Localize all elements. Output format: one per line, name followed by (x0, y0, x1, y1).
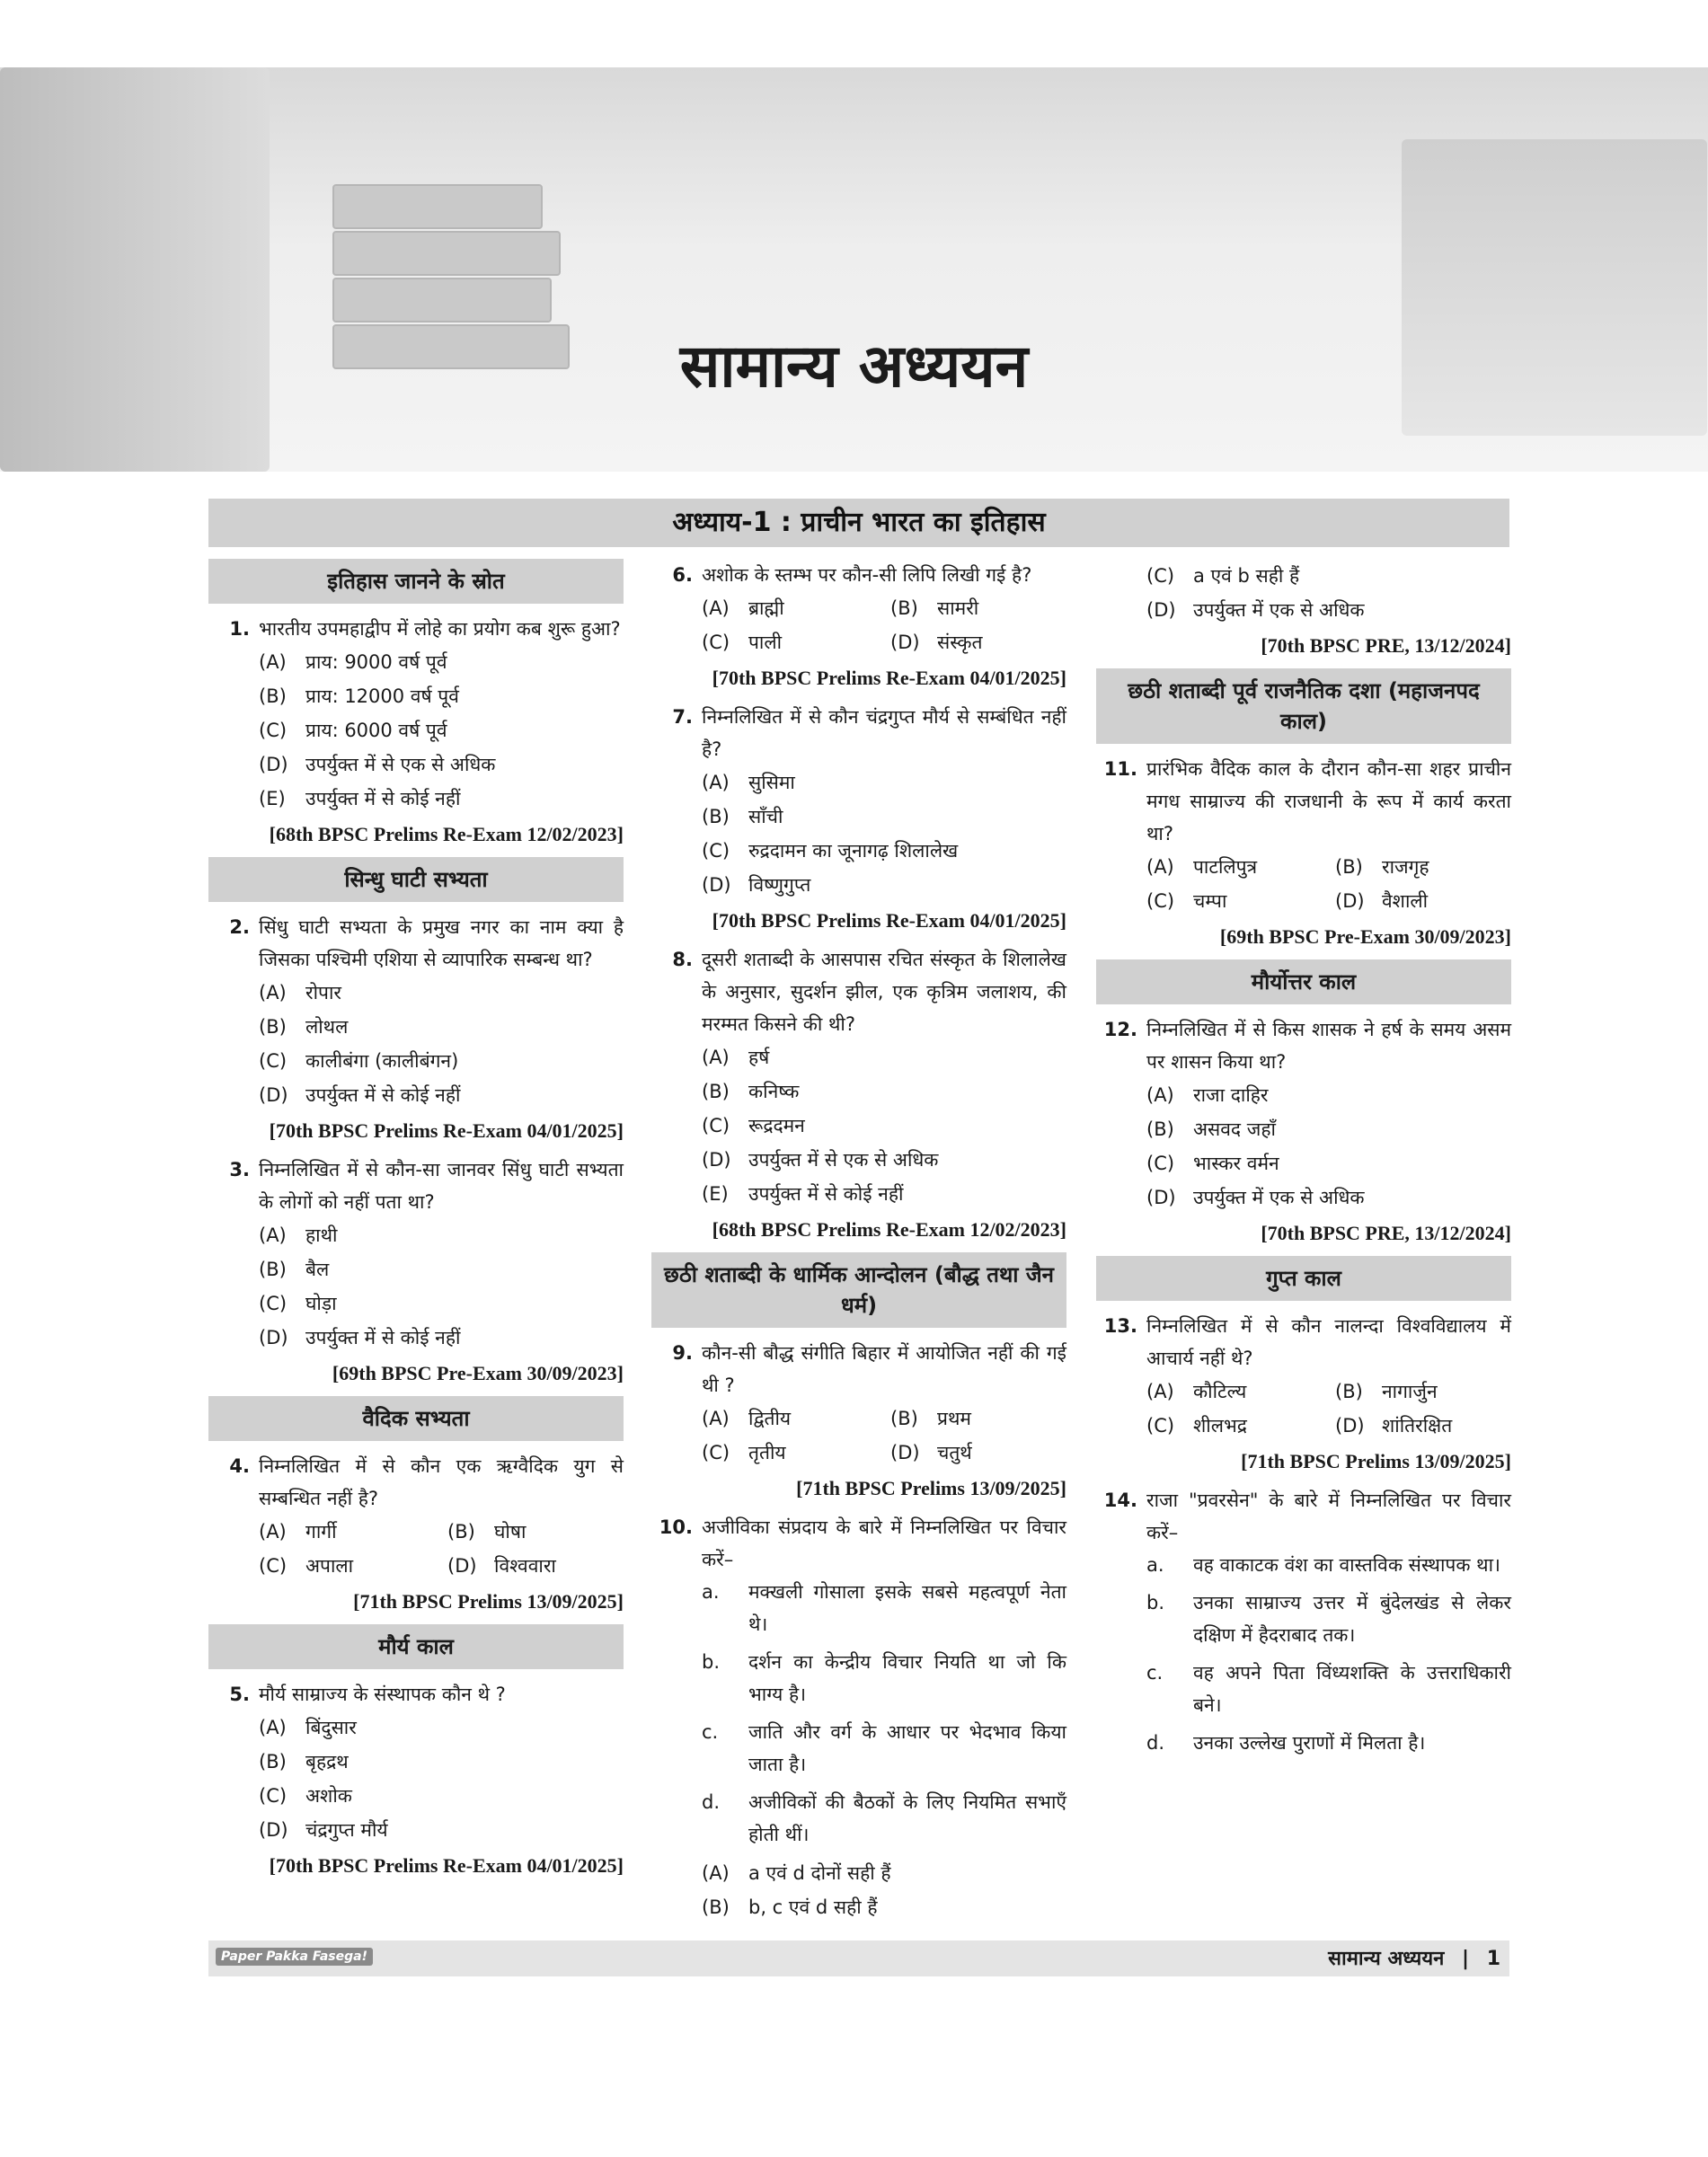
option-label: (C) (259, 1785, 288, 1807)
option (702, 1401, 890, 1436)
option-label: (E) (259, 788, 286, 809)
question (651, 701, 1066, 902)
option-label: (C) (259, 1293, 288, 1314)
option-text: संस्कृत (937, 632, 983, 653)
statement (1096, 1727, 1511, 1759)
option (702, 800, 1066, 834)
exam-source: [69th BPSC Pre-Exam 30/09/2023] (1219, 925, 1511, 948)
option-label: (A) (702, 597, 730, 619)
question-stem (208, 911, 624, 976)
option-text: राजगृह (1382, 856, 1429, 878)
option-label: (A) (702, 772, 730, 793)
section-heading: छठी शताब्दी पूर्व राजनैतिक दशा (महाजनपद काल) (1096, 668, 1511, 744)
question (1096, 1310, 1511, 1443)
section-heading: वैदिक सभ्यता (208, 1396, 624, 1441)
option (259, 1779, 624, 1813)
option-label: (A) (702, 1408, 730, 1429)
option-label: (C) (259, 1050, 288, 1072)
footer-separator: | (1461, 1948, 1470, 1970)
option-label: (C) (702, 840, 730, 862)
question-text: कौन-सी बौद्ध संगीति बिहार में आयोजित नहीं की गई थी ? (702, 1342, 1066, 1396)
question-text: निम्नलिखित में से कौन नालन्दा विश्वविद्यालय में आचार्य नहीं थे? (1146, 1315, 1511, 1369)
option-label: (B) (702, 1081, 730, 1102)
statement-label: c. (1146, 1662, 1164, 1684)
question-number: 6. (672, 564, 693, 586)
statement-text: मक्खली गोसाला इसके सबसे महत्वपूर्ण नेता थे। (748, 1581, 1066, 1635)
option-text: द्वितीय (748, 1408, 792, 1429)
option-text: हाथी (305, 1224, 338, 1246)
option-text: शीलभद्र (1193, 1415, 1247, 1437)
option (259, 1515, 447, 1549)
options-list (208, 1711, 624, 1847)
statement-text: वह अपने पिता विंध्यशक्ति के उत्तराधिकारी बने। (1193, 1662, 1511, 1716)
question-stem (651, 943, 1066, 1040)
option (702, 834, 1066, 868)
option (259, 747, 624, 782)
option-text: रूद्रदमन (748, 1115, 805, 1136)
question-text: प्रारंभिक वैदिक काल के दौरान कौन-सा शहर प्राचीन मगध साम्राज्य की राजधानी के रूप में कार्य करता था? (1146, 758, 1511, 844)
options-list (208, 976, 624, 1112)
option (702, 1177, 1066, 1211)
book-illustration (332, 278, 552, 323)
question-stem (651, 701, 1066, 765)
question (651, 1511, 1066, 1924)
option-label: (B) (1335, 1381, 1363, 1402)
statement (651, 1786, 1066, 1851)
option-text: भास्कर वर्मन (1193, 1153, 1279, 1174)
option-label: (A) (259, 651, 287, 673)
option (1146, 884, 1335, 918)
exam-source: [69th BPSC Pre-Exam 30/09/2023] (332, 1362, 624, 1384)
question (208, 1450, 624, 1583)
option (259, 1044, 624, 1078)
option-label: (A) (1146, 1381, 1174, 1402)
question-stem (1096, 1310, 1511, 1375)
exam-source: [68th BPSC Prelims Re-Exam 12/02/2023] (712, 1218, 1066, 1241)
options-list (651, 1040, 1066, 1211)
book-illustration (332, 184, 543, 229)
option-text: प्राय: 9000 वर्ष पूर्व (305, 651, 447, 673)
statement-label: d. (1146, 1732, 1165, 1754)
question-number: 10. (659, 1516, 693, 1538)
question-text: अशोक के स्तम्भ पर कौन-सी लिपि लिखी गई है? (702, 564, 1032, 586)
option (702, 765, 1066, 800)
question-number: 12. (1103, 1019, 1137, 1040)
column-1 (208, 559, 624, 1888)
options-grid (1096, 850, 1511, 918)
question-text: दूसरी शताब्दी के आसपास रचित संस्कृत के शिलालेख के अनुसार, सुदर्शन झील, एक कृत्रिम जलाशय, की मरम्मत किसने की थी? (702, 949, 1066, 1035)
option-text: विश्ववारा (494, 1555, 556, 1577)
statement-label: c. (702, 1721, 719, 1743)
exam-source: [70th BPSC Prelims Re-Exam 04/01/2025] (269, 1119, 624, 1142)
option (259, 782, 624, 816)
statement-label: a. (1146, 1554, 1164, 1576)
exam-source: [70th BPSC PRE, 13/12/2024] (1261, 634, 1511, 657)
option-text: चम्पा (1193, 890, 1227, 912)
option (1335, 1375, 1524, 1409)
option-label: (C) (1146, 565, 1175, 587)
option-label: (E) (702, 1183, 729, 1205)
section-heading: इतिहास जानने के स्रोत (208, 559, 624, 604)
option-label: (D) (702, 1149, 731, 1171)
option (259, 679, 624, 713)
option (447, 1549, 636, 1583)
option (259, 1286, 624, 1321)
option-text: तृतीय (748, 1442, 786, 1463)
page-title: सामान्य अध्ययन (679, 332, 1029, 401)
options-list (208, 1218, 624, 1355)
option-text: a एवं b सही हैं (1193, 565, 1300, 587)
statement-label: a. (702, 1581, 720, 1603)
option (259, 1078, 624, 1112)
option-label: (B) (259, 685, 287, 707)
option (259, 1218, 624, 1252)
option (702, 1109, 1066, 1143)
option-label: (A) (259, 1717, 287, 1738)
option-text: रुद्रदामन का जूनागढ़ शिलालेख (748, 840, 959, 862)
option-label: (C) (1146, 1153, 1175, 1174)
question (651, 1337, 1066, 1470)
question-text: निम्नलिखित में से कौन एक ऋग्वैदिक युग से सम्बन्धित नहीं है? (259, 1455, 624, 1509)
question-text: निम्नलिखित में से कौन-सा जानवर सिंधु घाटी सभ्यता के लोगों को नहीं पता था? (259, 1159, 624, 1213)
option (1146, 1375, 1335, 1409)
option (259, 1549, 447, 1583)
option (890, 625, 1079, 659)
question-number: 11. (1103, 758, 1137, 780)
question-number: 2. (229, 916, 250, 938)
option (259, 1711, 624, 1745)
statement-text: अजीविकों की बैठकों के लिए नियमित सभाएँ होती थीं। (748, 1791, 1066, 1845)
question-text: राजा "प्रवरसेन" के बारे में निम्नलिखित पर विचार करें– (1146, 1490, 1511, 1543)
option-label: (B) (702, 806, 730, 827)
option-text: उपर्युक्त में से कोई नहीं (305, 1327, 461, 1348)
footer-section-name: सामान्य अध्ययन (1328, 1948, 1445, 1970)
option-label: (D) (1335, 1415, 1365, 1437)
question (651, 943, 1066, 1211)
section-heading: मौर्य काल (208, 1624, 624, 1669)
question-text: निम्नलिखित में से कौन चंद्रगुप्त मौर्य से सम्बंधित नहीं है? (702, 706, 1066, 760)
option (702, 1143, 1066, 1177)
option (259, 1010, 624, 1044)
option-text: घोषा (494, 1521, 527, 1543)
statement (651, 1646, 1066, 1711)
option-text: शांतिरक्षित (1382, 1415, 1453, 1437)
option-label: (C) (1146, 890, 1175, 912)
statement-text: जाति और वर्ग के आधार पर भेदभाव किया जाता है। (748, 1721, 1066, 1775)
footer-right (1328, 1944, 1500, 1971)
option (702, 1436, 890, 1470)
chapter-heading: अध्याय-1 : प्राचीन भारत का इतिहास (208, 499, 1509, 547)
options-list (1096, 1078, 1511, 1215)
statement (651, 1576, 1066, 1640)
option-label: (B) (1335, 856, 1363, 878)
option-text: उपर्युक्त में से कोई नहीं (748, 1183, 904, 1205)
option-text: उपर्युक्त में एक से अधिक (1193, 599, 1365, 621)
question-continuation (1096, 559, 1511, 627)
question-text: सिंधु घाटी सभ्यता के प्रमुख नगर का नाम क्या है जिसका पश्चिमी एशिया से व्यापारिक सम्बन्ध था? (259, 916, 624, 970)
option-label: (B) (890, 597, 918, 619)
question-stem (208, 1450, 624, 1515)
option-text: राजा दाहिर (1193, 1084, 1269, 1106)
option-label: (B) (259, 1259, 287, 1280)
option (1146, 593, 1511, 627)
option-label: (D) (890, 1442, 920, 1463)
option (259, 976, 624, 1010)
question-stem (208, 613, 624, 645)
option-text: कालीबंगा (कालीबंगन) (305, 1050, 459, 1072)
option (702, 625, 890, 659)
exam-source: [71th BPSC Prelims 13/09/2025] (1241, 1450, 1511, 1472)
option-label: (A) (1146, 856, 1174, 878)
statement-label: b. (702, 1651, 721, 1673)
options-grid (651, 1401, 1066, 1470)
section-heading: सिन्धु घाटी सभ्यता (208, 857, 624, 902)
brand-logo: Paper Pakka Fasega! (216, 1948, 373, 1966)
question-stem (208, 1678, 624, 1711)
option-text: अपाला (305, 1555, 354, 1577)
option-label: (D) (447, 1555, 477, 1577)
option-text: अशोक (305, 1785, 352, 1807)
column-2 (651, 559, 1066, 1928)
option (702, 1856, 1066, 1890)
option-label: (D) (259, 1084, 288, 1106)
option-label: (D) (259, 1327, 288, 1348)
option-text: उपर्युक्त में से एक से अधिक (305, 754, 496, 775)
option-text: उपर्युक्त में एक से अधिक (1193, 1187, 1365, 1208)
option (1335, 1409, 1524, 1443)
page-number: 1 (1486, 1948, 1500, 1970)
section-heading: छठी शताब्दी के धार्मिक आन्दोलन (बौद्ध तथा जैन धर्म) (651, 1252, 1066, 1328)
option-label: (B) (259, 1016, 287, 1038)
exam-source: [71th BPSC Prelims 13/09/2025] (796, 1477, 1066, 1499)
question (208, 613, 624, 816)
question-text: भारतीय उपमहाद्वीप में लोहे का प्रयोग कब शुरू हुआ? (259, 618, 621, 640)
statement-text: उनका उल्लेख पुराणों में मिलता है। (1193, 1732, 1426, 1754)
question-text: अजीविका संप्रदाय के बारे में निम्नलिखित पर विचार करें– (702, 1516, 1066, 1570)
option-label: (B) (890, 1408, 918, 1429)
option (702, 1074, 1066, 1109)
question-number: 14. (1103, 1490, 1137, 1511)
option (890, 1436, 1079, 1470)
option-label: (C) (702, 632, 730, 653)
options-list (1096, 559, 1511, 627)
question-text: निम्नलिखित में से किस शासक ने हर्ष के समय असम पर शासन किया था? (1146, 1019, 1511, 1073)
option-text: बैल (305, 1259, 330, 1280)
option-text: कनिष्क (748, 1081, 800, 1102)
question (208, 911, 624, 1112)
statement-label: d. (702, 1791, 721, 1813)
question-number: 3. (229, 1159, 250, 1180)
question (1096, 753, 1511, 918)
question-number: 7. (672, 706, 693, 728)
option-text: पाली (748, 632, 783, 653)
option-text: लोथल (305, 1016, 349, 1038)
option-label: (D) (702, 874, 731, 896)
option-text: उपर्युक्त में से कोई नहीं (305, 1084, 461, 1106)
option-label: (B) (259, 1751, 287, 1772)
option-text: रोपार (305, 982, 341, 1003)
banner-photo-left-shadow (0, 67, 270, 472)
option-text: a एवं d दोनों सही हैं (748, 1862, 891, 1884)
option-text: सामरी (937, 597, 979, 619)
exam-source: [70th BPSC Prelims Re-Exam 04/01/2025] (712, 909, 1066, 932)
option-label: (C) (259, 1555, 288, 1577)
option-text: हर्ष (748, 1047, 770, 1068)
option-text: घोड़ा (305, 1293, 337, 1314)
options-grid (1096, 1375, 1511, 1443)
option (1335, 884, 1524, 918)
statement (1096, 1587, 1511, 1651)
option-label: (C) (259, 720, 288, 741)
options-list (651, 1856, 1066, 1924)
option-text: प्राय: 6000 वर्ष पूर्व (305, 720, 447, 741)
question-stem (1096, 1484, 1511, 1549)
question-stem (651, 1337, 1066, 1401)
question-number: 5. (229, 1684, 250, 1705)
option (1146, 1112, 1511, 1146)
statement (651, 1716, 1066, 1781)
question-stem (208, 1154, 624, 1218)
option-label: (C) (702, 1442, 730, 1463)
option (259, 1321, 624, 1355)
option (1335, 850, 1524, 884)
question (1096, 1013, 1511, 1215)
option (702, 868, 1066, 902)
question-stem (651, 1511, 1066, 1576)
option-text: विष्णुगुप्त (748, 874, 811, 896)
question-text: मौर्य साम्राज्य के संस्थापक कौन थे ? (259, 1684, 506, 1705)
option-text: b, c एवं d सही हैं (748, 1896, 878, 1918)
option-label: (A) (1146, 1084, 1174, 1106)
statement-text: वह वाकाटक वंश का वास्तविक संस्थापक था। (1193, 1554, 1500, 1576)
option-label: (D) (890, 632, 920, 653)
option-label: (D) (1146, 599, 1176, 621)
question (651, 559, 1066, 659)
exam-source: [68th BPSC Prelims Re-Exam 12/02/2023] (269, 823, 624, 845)
option-text: वैशाली (1382, 890, 1429, 912)
question-number: 4. (229, 1455, 250, 1477)
question (1096, 1484, 1511, 1759)
question-stem (1096, 1013, 1511, 1078)
question-number: 9. (672, 1342, 693, 1364)
options-list (208, 645, 624, 816)
option-text: चतुर्थ (937, 1442, 972, 1463)
option-text: उपर्युक्त में से एक से अधिक (748, 1149, 939, 1171)
option (1146, 1078, 1511, 1112)
option-label: (A) (259, 1224, 287, 1246)
section-heading: गुप्त काल (1096, 1256, 1511, 1301)
question-number: 8. (672, 949, 693, 970)
question-stem (1096, 753, 1511, 850)
option-label: (A) (259, 1521, 287, 1543)
option (259, 645, 624, 679)
book-illustration (332, 231, 561, 276)
statement-text: दर्शन का केन्द्रीय विचार नियति था जो कि भाग्य है। (748, 1651, 1066, 1705)
option-label: (C) (702, 1115, 730, 1136)
exam-source: [70th BPSC Prelims Re-Exam 04/01/2025] (712, 667, 1066, 689)
option (702, 591, 890, 625)
option-text: चंद्रगुप्त मौर्य (305, 1819, 388, 1841)
options-grid (208, 1515, 624, 1583)
option-text: असवद जहाँ (1193, 1118, 1276, 1140)
option (890, 591, 1079, 625)
header-banner (0, 67, 1708, 472)
question-stem (651, 559, 1066, 591)
option (259, 1252, 624, 1286)
option-text: प्रथम (937, 1408, 971, 1429)
question (208, 1678, 624, 1847)
option (1146, 1146, 1511, 1180)
option-label: (B) (702, 1896, 730, 1918)
option-text: बिंदुसार (305, 1717, 357, 1738)
statement-text: उनका साम्राज्य उत्तर में बुंदेलखंड से लेकर दक्षिण में हैदराबाद तक। (1193, 1592, 1511, 1646)
exam-source: [70th BPSC PRE, 13/12/2024] (1261, 1222, 1511, 1244)
statement (1096, 1549, 1511, 1581)
option (702, 1040, 1066, 1074)
statement (1096, 1657, 1511, 1721)
option (1146, 1180, 1511, 1215)
section-heading: मौर्योत्तर काल (1096, 959, 1511, 1004)
option-label: (C) (1146, 1415, 1175, 1437)
option-text: पाटलिपुत्र (1193, 856, 1258, 878)
question-number: 1. (229, 618, 250, 640)
exam-source: [70th BPSC Prelims Re-Exam 04/01/2025] (269, 1854, 624, 1877)
option-text: कौटिल्य (1193, 1381, 1247, 1402)
option-label: (B) (1146, 1118, 1174, 1140)
option-label: (A) (702, 1862, 730, 1884)
option-text: साँची (748, 806, 783, 827)
statement-label: b. (1146, 1592, 1165, 1613)
options-list (651, 765, 1066, 902)
option-text: उपर्युक्त में से कोई नहीं (305, 788, 461, 809)
column-3 (1096, 559, 1511, 1764)
option (259, 713, 624, 747)
option-text: सुसिमा (748, 772, 795, 793)
option (447, 1515, 636, 1549)
option-text: गार्गी (305, 1521, 337, 1543)
option (259, 1813, 624, 1847)
option-label: (A) (702, 1047, 730, 1068)
option-text: ब्राह्मी (748, 597, 784, 619)
option-label: (D) (259, 754, 288, 775)
page-footer (208, 1940, 1509, 1976)
exam-source: [71th BPSC Prelims 13/09/2025] (353, 1590, 624, 1613)
option-text: बृहद्रथ (305, 1751, 349, 1772)
option-label: (D) (1146, 1187, 1176, 1208)
option-label: (A) (259, 982, 287, 1003)
option (1146, 850, 1335, 884)
option (702, 1890, 1066, 1924)
option-label: (D) (1335, 890, 1365, 912)
option (890, 1401, 1079, 1436)
question (208, 1154, 624, 1355)
option (1146, 1409, 1335, 1443)
option-text: नागार्जुन (1382, 1381, 1438, 1402)
question-number: 13. (1103, 1315, 1137, 1337)
option-label: (B) (447, 1521, 475, 1543)
option-text: प्राय: 12000 वर्ष पूर्व (305, 685, 459, 707)
option (1146, 559, 1511, 593)
options-grid (651, 591, 1066, 659)
option-label: (D) (259, 1819, 288, 1841)
option (259, 1745, 624, 1779)
